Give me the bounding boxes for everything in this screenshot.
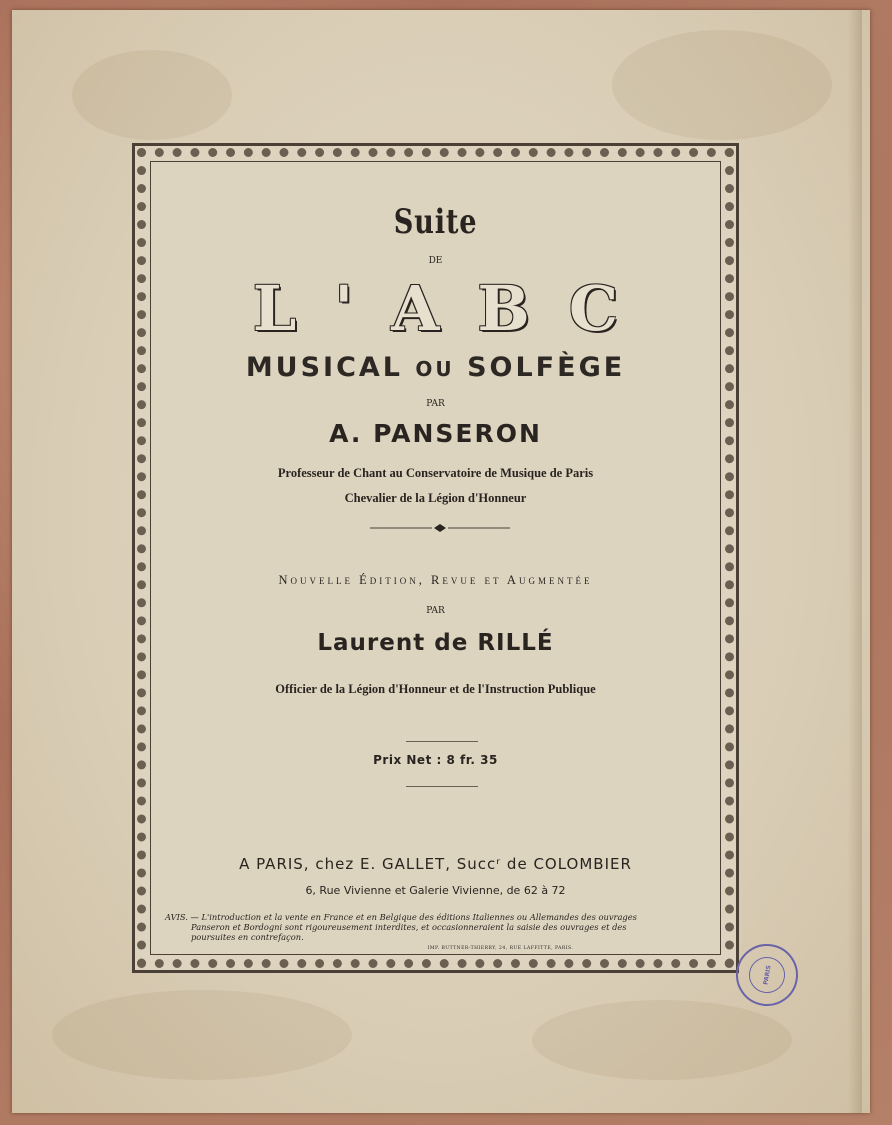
- composer-name: A. PANSERON: [329, 419, 542, 448]
- musical-word: MUSICAL: [245, 352, 404, 383]
- legal-notice: [165, 912, 708, 942]
- stamp-center: PARIS: [746, 954, 788, 996]
- paper-stain: [532, 1000, 792, 1080]
- composer-title-line-1: Professeur de Chant au Conservatoire de Musique de Paris: [277, 466, 594, 480]
- title-panel: [150, 161, 721, 955]
- par-label-1: PAR: [426, 399, 445, 409]
- publisher-line: A PARIS, chez E. GALLET, Succʳ de COLOMBIER: [239, 855, 632, 873]
- ornament-divider: [370, 523, 510, 533]
- editor-name: Laurent de RILLÉ: [317, 630, 554, 656]
- paper-stain: [52, 990, 352, 1080]
- suite-heading: Suite: [393, 202, 478, 242]
- price-label: Prix Net : 8 fr. 35: [373, 753, 498, 767]
- cover-edge: [848, 10, 862, 1113]
- editor-title: Officier de la Légion d'Honneur et de l'Instruction Publique: [275, 682, 596, 696]
- publisher-address: 6, Rue Vivienne et Galerie Vivienne, de 62 à 72: [305, 884, 566, 897]
- solfege-word: SOLFÈGE: [467, 352, 626, 383]
- notice-line-1: AVIS. — L'introduction et la vente en France et en Belgique des éditions Italiennes ou Allemandes des ouvrages: [165, 912, 637, 922]
- notice-line-3: poursuites en contrefaçon.: [191, 932, 304, 942]
- edition-line: Nouvelle Édition, Revue et Augmentée: [278, 573, 593, 587]
- paper-stain: [612, 30, 832, 140]
- price-rule-top: [406, 741, 478, 742]
- musical-solfege-title: [151, 352, 720, 383]
- de-label: DE: [428, 256, 443, 266]
- composer-title-line-2: Chevalier de la Légion d'Honneur: [344, 491, 527, 505]
- notice-line-2: Panseron et Bordogni sont rigoureusement interdites, et occasionneraient la saisie des ouvrages et des: [191, 922, 627, 932]
- par-label-2: PAR: [426, 606, 445, 616]
- ou-word: OU: [415, 357, 455, 381]
- decorative-frame: [132, 143, 739, 973]
- paper-stain: [72, 50, 232, 140]
- abc-title: L'ABC: [252, 272, 657, 345]
- printer-credit: IMP. BUTTNER-THIERRY, 24, RUE LAFFITTE, PARIS.: [427, 946, 574, 951]
- price-rule-bottom: [406, 786, 478, 787]
